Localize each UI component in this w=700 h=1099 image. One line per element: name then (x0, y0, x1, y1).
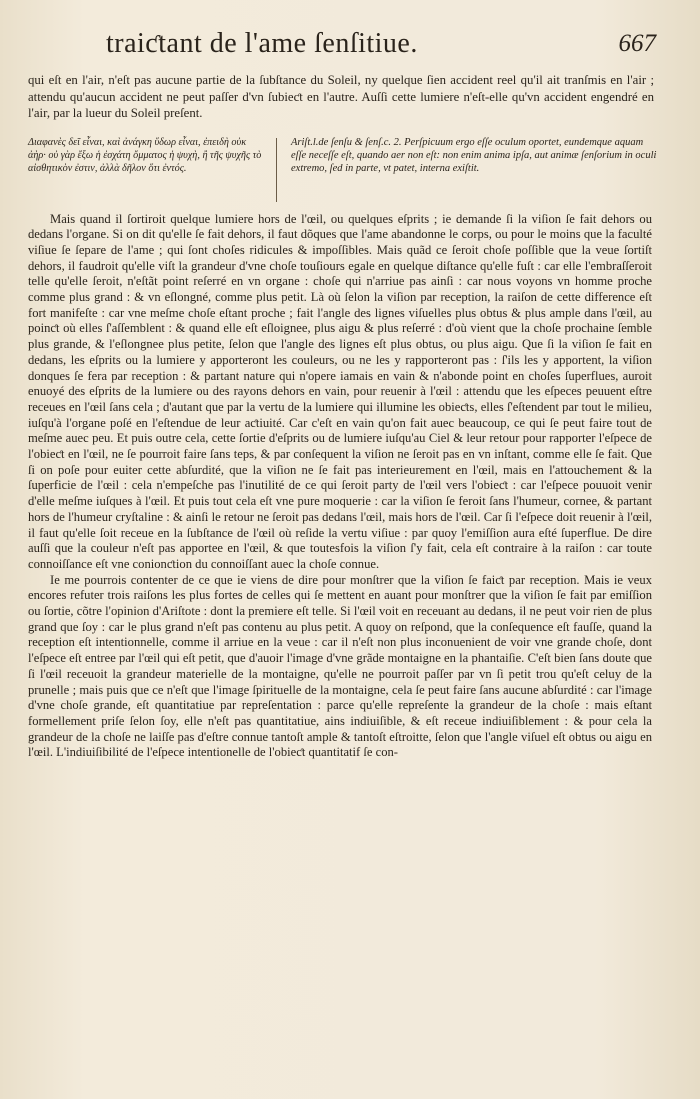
running-title: traiƈtant de l'ame ſenſitiue. (106, 28, 418, 59)
intro-paragraph: qui eſt en l'air, n'eſt pas aucune partie de la ſubſtance du Soleil, ny quelque ſien accident reel qu'il ait tranſmis en l'air ; attendu qu'aucun accident ne peut paſſer d'vn ſubieƈt en l'autre. Auſſi cette lumiere n'eſt-elle qu'vn accident engendré en l'air, par la lueur du Soleil preſent. (28, 73, 654, 120)
page-number: 667 (618, 30, 656, 57)
paragraph: Ie me pourrois contenter de ce que ie viens de dire pour monſtrer que la viſion ſe faiƈt par reception. Mais ie veux encores refuter trois raiſons les plus fortes de celles qui ſe mettent en auant pour monſtrer que la viſion ſe fait par emiſſion ou ſortie, cõtre l'opinion d'Ariſtote : dont la premiere eſt telle. Si l'œil voit en receuant au dedans, il ne peut voir rien de plus grand que ſoy : car le plus grand n'eſt pas contenu au plus petit. A quoy on reſpond, que la conſequence eſt fauſſe, quand la reception eſt intentionnelle, comme il arriue en la veue : car il n'eſt non plus inconuenient de voir vne grande choſe, dont l'eſpece eſt entree par l'œil qui eſt petit, que d'auoir l'image d'vne grãde montaigne en la phantaiſie. C'eſt bien ſans doute que ſi l'œil receuoit la grandeur materielle de la montaigne, qu'elle ne pourroit paſſer par vn ſi petit trou qu'eſt celuy de la prunelle ; mais puis que ce n'eſt que l'image ſpirituelle de la montaigne, cela ſe peut faire ſans aucune abſurdité : car l'image d'vne choſe grande, eſt quantitatiue par repreſentation : parce qu'elle repreſente la grandeur de la choſe : mais eſtant formellement priſe ſelon ſoy, elle n'eſt pas quantitatiue, ains indiuiſible, & eſt receue indiuiſiblement : & pour cela la grandeur de la choſe ne laiſſe pas d'eſtre connue tantoſt ample & tantoſt eſtroitte, ſelon que l'angle viſuel eſt obtus ou aigu en l'œil. L'indiuiſibilité de l'eſpece intentionelle de l'obieƈt quantitatif ſe con- (28, 572, 652, 760)
running-head (28, 28, 660, 68)
body-text (28, 212, 660, 762)
latin-citation: Ariſt.l.de ſenſu & ſenſ.c. 2. Perſpicuum ergo eſſe oculum oportet, eundemque aquam eſſe neceſſe eſt, quando aer non eſt: non enim anima ipſa, aut animæ ſenſorium in oculi extremo, ſed in parte, vt patet, interna exiſtit. (291, 136, 657, 174)
greek-quotation: Διαφανὲς δεῖ εἶναι, καὶ ἀνάγκη ὕδωρ εἶναι, ἐπειδὴ οὐκ ἀὴρ· οὐ γὰρ ἔξω ἡ ἐσχάτη ὄμματος ἡ ψυχὴ, ἢ τῆς ψυχῆς τὸ αἰσθητικὸν ἐστιν, ἀλλὰ δῆλον ὅτι ἐντός. (28, 136, 262, 174)
paragraph: Mais quand il ſortiroit quelque lumiere hors de l'œil, ou quelques eſprits ; ie demande ſi la viſion ſe fait dehors ou dedans l'organe. Si on dit qu'elle ſe fait dehors, il faut dõques que l'ame abandonne le corps, ou pour le moins que la faculté viſiue ſe ſepare de l'ame ; qui ſont choſes ridicules & impoſſibles. Mais quãd ce ſeroit choſe poſſible que la veue ſortiſt dehors, il faudroit qu'elle viſt la grandeur d'vne choſe touſiours egale en quelque diſtance qu'elle fuſt : car elle l'embraſſeroit telle qu'elle ſeroit, n'eſtãt point reſerré en vn organe : choſe qui n'arriue pas ainſi : car nous voyons vn homme proche comme plus grand : & vn eſlongné, comme plus petit. Là où ſelon la viſion par reception, la raiſon de cette difference eſt fort manifeſte : car vne meſme choſe eſtant proche ; fait l'angle des lignes viſuelles plus obtus & plus ample dans l'œil, au poinƈt où elles ſ'aſſemblent : & quand elle eſt eſloignee, plus aigu & plus reſerré : d'où vient que la choſe prochaine ſemble plus grande, & l'eſlongnee plus petite, ſelon que l'angle des lignes eſt plus obtus, ou plus aigu. Que ſi la viſion ſe fait en dedans, les eſprits ou la lumiere y apporteront les couleurs, ou ne les y rapporteront pas : ſ'ils les y apportent, la viſion donques ſe fera par reception : & partant nature qui n'opere iamais en vain & n'abonde point en choſes ſuperflues, auroit enuoyé des eſprits de la lumiere ou des rayons dehors en vain, pour reuenir à l'œil : attendu que les eſpeces peuuent eſtre receues en l'œil ſans cela ; d'autant que par la vertu de la lumiere qui illumine les obieƈts, elles ſ'eſtendent par tout le milieu, iuſqu'à l'organe poſé en l'eſtendue de leur aƈtiuité. Car c'eſt en vain qu'on fait auec beaucoup, ce qui ſe peut faire tout de meſme auec peu. Et puis outre cela, cette ſortie d'eſprits ou de lumiere iuſqu'au Ciel & leur retour pour rapporter l'eſpece de l'obieƈt en l'œil, ne ſe pourroit faire ſans teps, & par conſequent la viſion ne ſeroit pas en vn inſtant, comme elle ſe fait. Que ſi on poſe pour euiter cette abſurdité, que la viſion ne ſe fait pas interieurement en l'œil, mais en l'attouchement & la ſuperficie de l'œil : cela n'empeſche pas l'inutilité de ce qui ſeroit party de l'œil vers l'obieƈt : car l'eſpece pouuoit venir d'elle meſme iuſques à l'œil. Et puis tout cela eſt vne pure moquerie : car la viſion ſe feroit ſans l'humeur, cornee, & partant hors de l'humeur cryſtaline : & ainſi le retour ne ſeroit pas dedans l'œil, mais hors de l'œil. Car ſi l'eſpece doit reuenir à l'œil, il faut qu'elle ſoit receue en la ſubſtance de l'œil où reſide la vertu viſiue : par quoy l'emiſſion aura eſté ſuperflue. De dire auſſi que la couleur n'eſt pas apportee en l'œil, & que toutesfois la viſion ſ'y fait, cela eſt contraire à la raiſon : car toute connoiſſance eſt vne conionƈtion du connoiſſant auec la choſe connue. (28, 211, 652, 571)
column-divider (276, 138, 277, 202)
marginal-notes (28, 136, 660, 202)
